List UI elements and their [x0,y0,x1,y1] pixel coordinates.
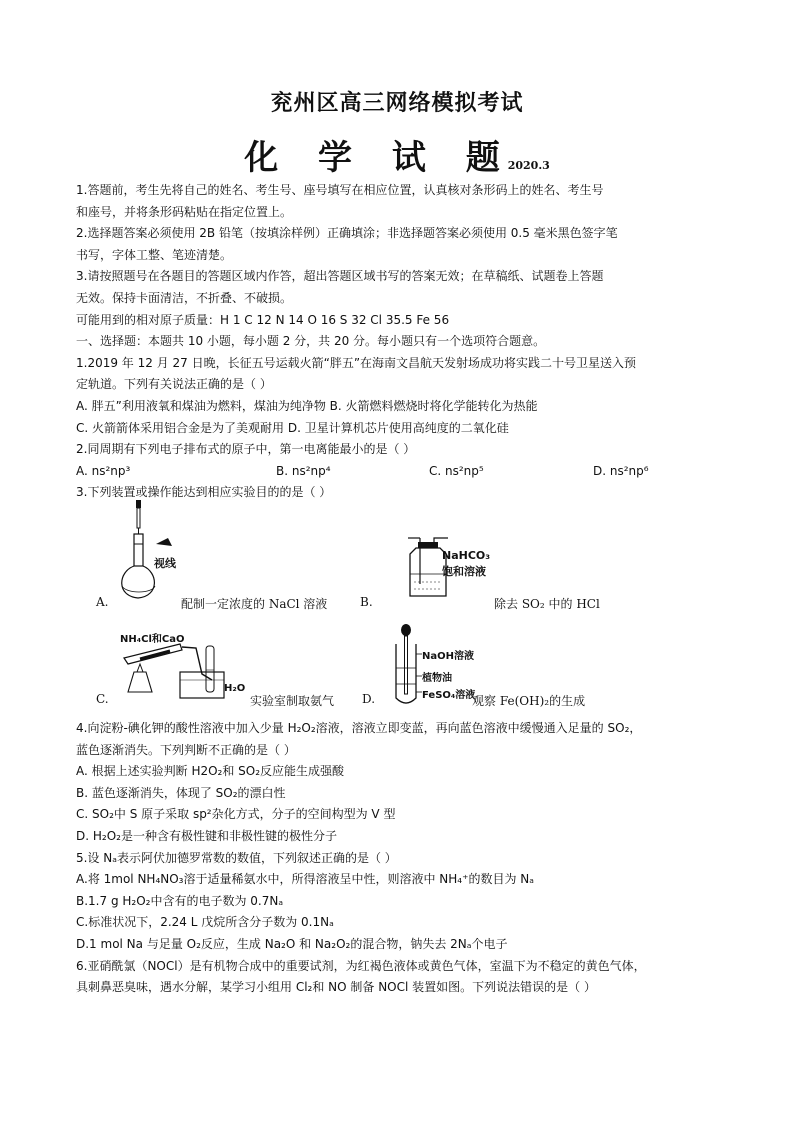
question-3-option-c-text: 实验室制取氨气 [250,694,335,708]
sight-line-label: 视线 [154,557,176,570]
instruction-line: 1.答题前，考生先将自己的姓名、考生号、座号填写在相应位置，认真核对条形码上的姓名、考生号 [76,183,604,197]
naoh-label: NaOH溶液 [422,651,474,662]
question-6-stem: 6.亚硝酰氯（NOCl）是有机物合成中的重要试剂，为红褐色液体或黄色气体，室温下为不稳定的黄色气体， [76,958,646,973]
instruction-line: 2.选择题答案必须使用 2B 铅笔（按填涂样例）正确填涂；非选择题答案必须使用 0.5 毫米黑色签字笔 [76,226,618,241]
question-4-option-b: B. 蓝色逐渐消失，体现了 SO₂的漂白性 [76,785,286,800]
question-3-option-c-letter: C. [96,692,109,706]
atomic-masses: 可能用到的相对原子质量：H 1 C 12 N 14 O 16 S 32 Cl 35.5 Fe 56 [76,312,450,327]
instruction-line: 和座号，并将条形码粘贴在指定位置上。 [76,204,293,219]
instruction-line: 3.请按照题号在各题目的答题区域内作答，超出答题区域书写的答案无效；在草稿纸、试题卷上答题 [76,269,604,284]
reactants-label: NH₄Cl和CaO [120,634,185,645]
question-5-option-d: D.1 mol Na 与足量 O₂反应，生成 Na₂O 和 Na₂O₂的混合物，钠失去 2Nₐ个电子 [76,936,508,951]
question-4-option-c: C. SO₂中 S 原子采取 sp²杂化方式，分子的空间构型为 V 型 [76,807,396,822]
instruction-line: 书写，字体工整、笔迹清楚。 [76,247,233,262]
question-3-option-a-text: 配制一定浓度的 NaCl 溶液 [181,597,328,611]
question-3-option-d-text: 观察 Fe(OH)₂的生成 [472,694,586,708]
question-5-option-c: C.标准状况下，2.24 L 戊烷所含分子数为 0.1Nₐ [76,915,334,930]
question-4-stem: 4.向淀粉-碘化钾的酸性溶液中加入少量 H₂O₂溶液，溶液立即变蓝，再向蓝色溶液中缓慢通入足量的 SO₂， [76,721,642,735]
question-2-stem: 2.同周期有下列电子排布式的原子中，第一电离能最小的是（ ） [76,442,416,457]
water-label: H₂O [224,683,246,694]
question-3-option-b-text: 除去 SO₂ 中的 HCl [494,597,600,611]
question-1-options: C. 火箭箭体采用铝合金是为了美观耐用 D. 卫星计算机芯片使用高纯度的二氧化硅 [76,420,509,435]
question-5-stem: 5.设 Nₐ表示阿伏加德罗常数的数值，下列叙述正确的是（ ） [76,850,397,865]
saturated-solution-label: 饱和溶液 [442,565,486,578]
question-2-option-d: D. ns²np⁶ [593,463,649,478]
question-3-figures [76,500,736,715]
question-3-option-b-letter: B. [360,595,373,609]
question-5-option-a: A.将 1mol NH₄NO₃溶于适量稀氨水中，所得溶液呈中性，则溶液中 NH₄⁺的数目为 Nₐ [76,872,534,887]
question-2-option-c: C. ns²np⁵ [429,463,484,478]
top-text-block [76,180,716,504]
lower-text-block [76,718,736,999]
section-heading: 一、选择题：本题共 10 小题，每小题 2 分，共 20 分。每小题只有一个选项符合题意。 [76,334,546,349]
question-3-option-a-letter: A. [96,595,109,609]
question-6-stem: 具刺鼻恶臭味，遇水分解，某学习小组用 Cl₂和 NO 制备 NOCl 装置如图。下列说法错误的是（ ） [76,980,596,995]
subject-name: 化 学 试 题 [244,138,514,178]
question-4-option-a: A. 根据上述实验判断 H2O₂和 SO₂反应能生成强酸 [76,764,345,779]
instruction-line: 无效。保持卡面清洁，不折叠、不破损。 [76,290,293,305]
volumetric-flask-diagram [112,500,182,600]
nahco3-label: NaHCO₃ [442,549,491,562]
question-5-option-b: B.1.7 g H₂O₂中含有的电子数为 0.7Nₐ [76,893,284,908]
question-4-stem: 蓝色逐渐消失。下列判断不正确的是（ ） [76,742,296,757]
question-1-stem: 1.2019 年 12 月 27 日晚，长征五号运载火箭“胖五”在海南文昌航天发射场成功将实践二十号卫星送入预 [76,355,637,370]
question-2-option-b: B. ns²np⁴ [276,463,331,478]
question-3-stem: 3.下列装置或操作能达到相应实验目的的是（ ） [76,485,332,500]
question-3-option-d-letter: D. [362,692,376,706]
exam-date: 2020.3 [507,159,550,172]
feso4-label: FeSO₄溶液 [422,690,476,701]
subject-title [0,130,794,179]
test-tube-diagram [386,624,426,708]
question-4-option-d: D. H₂O₂是一种含有极性键和非极性键的极性分子 [76,828,337,843]
question-1-stem: 定轨道。下列有关说法正确的是（ ） [76,377,272,392]
question-1-options: A. 胖五”利用液氧和煤油为燃料，煤油为纯净物 B. 火箭燃料燃烧时将化学能转化为热能 [76,398,538,413]
question-2-options [76,461,716,483]
question-2-option-a: A. ns²np³ [76,463,131,478]
school-title: 兖州区高三网络模拟考试 [270,90,524,116]
vegetable-oil-label: 植物油 [422,673,452,684]
